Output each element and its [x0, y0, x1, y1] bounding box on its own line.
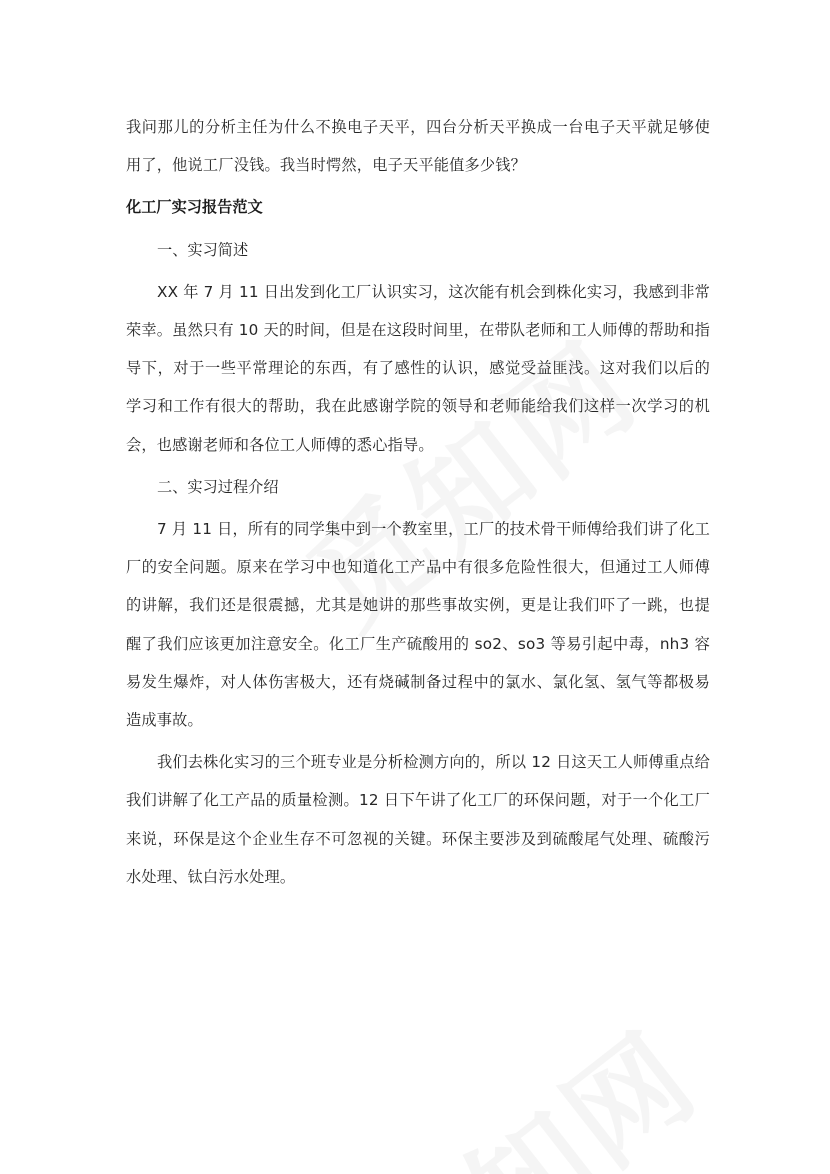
watermark-bottom	[328, 957, 751, 1174]
document-body	[126, 108, 710, 896]
paragraph-quality: 我们去株化实习的三个班专业是分析检测方向的，所以 12 日这天工人师傅重点给我们讲解了化工产品的质量检测。12 日下午讲了化工厂的环保问题，对于一个化工厂来说，环保是这个企业生存不可忽视的关键。环保主要涉及到硫酸尾气处理、硫酸污水处理、钛白污水处理。	[126, 753, 710, 886]
paragraph-safety: 7 月 11 日，所有的同学集中到一个教室里，工厂的技术骨干师傅给我们讲了化工厂的安全问题。原来在学习中也知道化工产品中有很多危险性很大，但通过工人师傅的讲解，我们还是很震撼，尤其是她讲的那些事故实例，更是让我们吓了一跳，也提醒了我们应该更加注意安全。化工厂生产硫酸用的 so2、so3 等易引起中毒，nh3 容易发生爆炸，对人体伤害极大，还有烧碱制备过程中的氯水、氯化氢、氢气等都极易造成事故。	[126, 520, 710, 730]
section-heading-overview: 一、实习简述	[157, 240, 249, 259]
document-title: 化工厂实习报告范文	[126, 198, 263, 217]
paragraph-intro: 我问那儿的分析主任为什么不换电子天平，四台分析天平换成一台电子天平就足够使用了，他说工厂没钱。我当时愕然，电子天平能值多少钱？	[126, 118, 710, 175]
section-heading-process: 二、实习过程介绍	[157, 477, 279, 496]
paragraph-overview: XX 年 7 月 11 日出发到化工厂认识实习，这次能有机会到株化实习，我感到非常荣幸。虽然只有 10 天的时间，但是在这段时间里，在带队老师和工人师傅的帮助和指导下，对于一些平常理论的东西，有了感性的认识，感觉受益匪浅。这对我们以后的学习和工作有很大的帮助，我在此感谢学院的领导和老师能给我们这样一次学习的机会，也感谢老师和各位工人师傅的悉心指导。	[126, 282, 710, 454]
